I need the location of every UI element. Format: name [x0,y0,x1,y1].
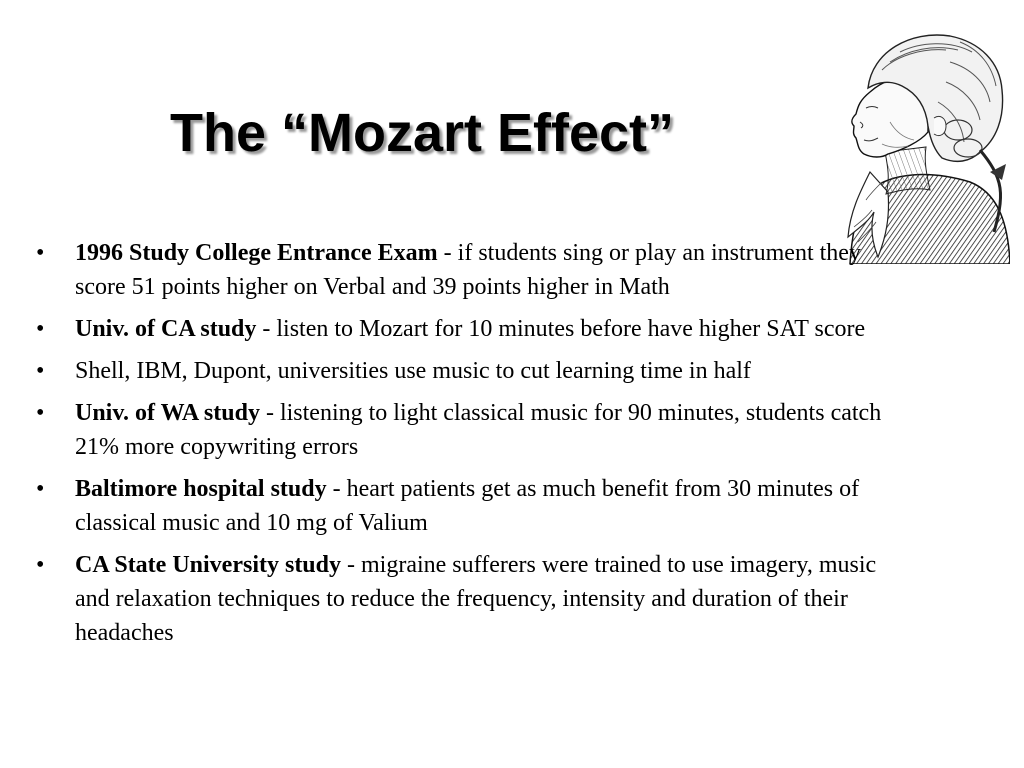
bullet-lead: 1996 Study College Entrance Exam [75,240,438,266]
bullet-item [36,312,898,346]
bullet-item [36,396,898,464]
bullet-marker: • [36,476,45,502]
bullet-lead: Univ. of CA study [75,316,257,342]
mozart-portrait [830,22,1010,264]
bullet-text: Shell, IBM, Dupont, universities use music to cut learning time in half [75,358,751,384]
bullet-item [36,354,898,388]
bullet-marker: • [36,240,45,266]
bullet-text: - migraine sufferers were trained to use imagery, music and relaxation techniques to reduce the frequency, intensity and duration of their headaches [75,552,877,646]
slide-title: The “Mozart Effect” [170,103,675,163]
bullet-text: - listen to Mozart for 10 minutes before have higher SAT score [256,316,866,342]
bullet-marker: • [36,316,45,342]
bullet-lead: Univ. of WA study [75,400,260,426]
bullet-item [36,548,898,650]
bullet-list [36,236,898,658]
bullet-item [36,236,898,304]
bullet-marker: • [36,552,45,578]
bullet-marker: • [36,400,45,426]
bullet-text: - listening to light classical music for 90 minutes, students catch 21% more copywriting errors [75,400,882,460]
bullet-lead: CA State University study [75,552,342,578]
bullet-text: - if students sing or play an instrument they score 51 points higher on Verbal and 39 points higher in Math [75,240,861,300]
bullet-marker: • [36,358,45,384]
bullet-text: - heart patients get as much benefit from 30 minutes of classical music and 10 mg of Valium [75,476,860,536]
bullet-item [36,472,898,540]
bullet-lead: Baltimore hospital study [75,476,327,502]
